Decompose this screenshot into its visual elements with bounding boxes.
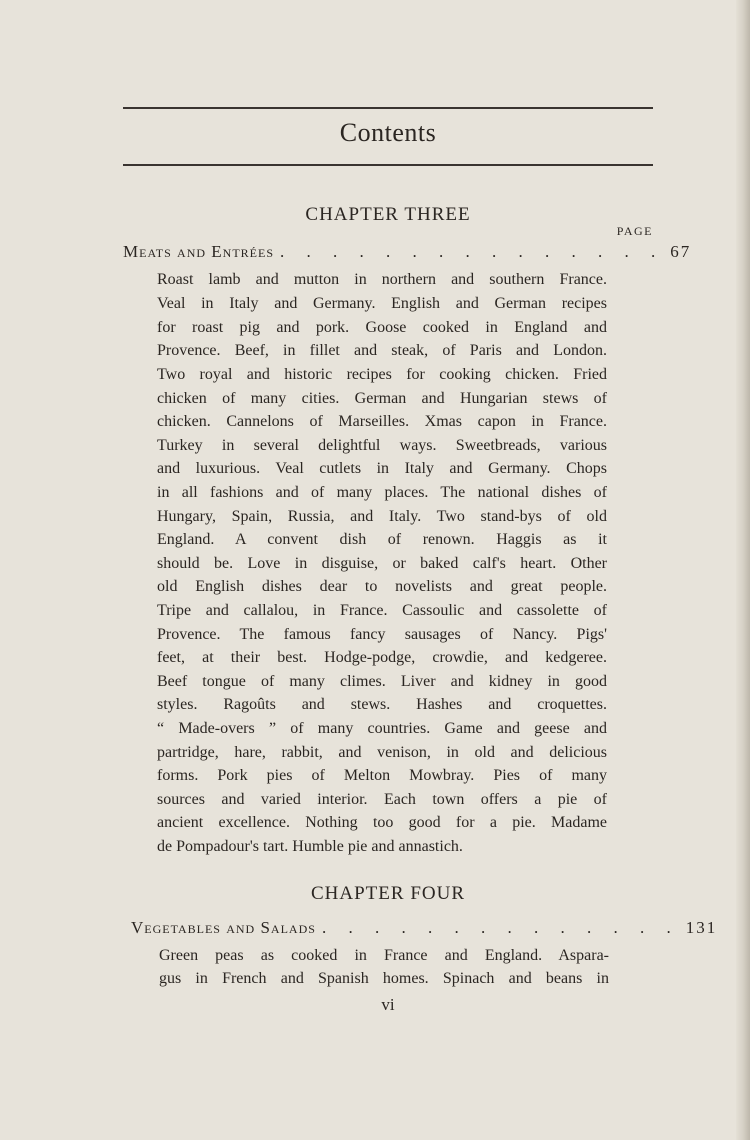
description-line: feet, at their best. Hodge-podge, crowdie, and kedgeree. <box>157 649 607 666</box>
description-line: Turkey in several delightful ways. Sweetbreads, various <box>157 437 607 454</box>
description-line: England. A convent dish of renown. Haggis as it <box>157 531 607 548</box>
entry-page-number: 67 <box>670 242 692 261</box>
page-number: vi <box>381 995 395 1014</box>
description-line: Roast lamb and mutton in northern and southern France. <box>157 271 607 288</box>
description-line: partridge, hare, rabbit, and venison, in old and delicious <box>157 744 607 761</box>
description-line: styles. Ragoûts and stews. Hashes and croquettes. <box>157 696 607 713</box>
description-line: de Pompadour's tart. Humble pie and annastich. <box>157 838 463 855</box>
description-line: Green peas as cooked in France and England. Aspara- <box>159 947 609 964</box>
description-line: chicken. Cannelons of Marseilles. Xmas capon in France. <box>157 413 607 430</box>
description-line: gus in French and Spanish homes. Spinach and beans in <box>159 970 609 987</box>
description-line: sources and varied interior. Each town offers a pie of <box>157 791 607 808</box>
page-column-label: PAGE <box>616 224 653 238</box>
description-line: old English dishes dear to novelists and great people. <box>157 578 607 595</box>
page-edge <box>736 0 750 1140</box>
description-line: and luxurious. Veal cutlets in Italy and Germany. Chops <box>157 460 607 477</box>
description-line: Tripe and callalou, in France. Cassoulic and cassolette of <box>157 602 607 619</box>
description-line: in all fashions and of many places. The national dishes of <box>157 484 607 501</box>
chapter-four-heading: CHAPTER FOUR <box>311 883 465 904</box>
description-line: for roast pig and pork. Goose cooked in England and <box>157 319 607 336</box>
description-line: Provence. Beef, in fillet and steak, of Paris and London. <box>157 342 607 359</box>
description-line: Hungary, Spain, Russia, and Italy. Two stand-bys of old <box>157 508 607 525</box>
description-line: ancient excellence. Nothing too good for a pie. Madame <box>157 814 607 831</box>
description-line: “ Made-overs ” of many countries. Game and geese and <box>157 720 607 737</box>
toc-entry-meats[interactable] <box>123 242 692 266</box>
entry-page-number: 131 <box>685 918 718 937</box>
page-title: Contents <box>339 118 437 147</box>
chapter-three-heading: CHAPTER THREE <box>305 204 471 225</box>
toc-entry-vegetables[interactable] <box>131 918 718 942</box>
description-line: Two royal and historic recipes for cooking chicken. Fried <box>157 366 607 383</box>
description-line: forms. Pork pies of Melton Mowbray. Pies of many <box>157 767 607 784</box>
dot-leader: . . . . . . . . . . . . . . <box>321 918 680 937</box>
description-line: should be. Love in disguise, or baked calf's heart. Other <box>157 555 607 572</box>
entry-title: Meats and Entrées <box>123 242 275 261</box>
description-line: Beef tongue of many climes. Liver and kidney in good <box>157 673 607 690</box>
dot-leader: . . . . . . . . . . . . . . . <box>280 242 665 261</box>
bottom-rule <box>123 164 653 166</box>
description-line: chicken of many cities. German and Hungarian stews of <box>157 390 607 407</box>
description-line: Veal in Italy and Germany. English and German recipes <box>157 295 607 312</box>
description-line: Provence. The famous fancy sausages of Nancy. Pigs' <box>157 626 607 643</box>
entry-title: Vegetables and Salads <box>131 918 316 937</box>
top-rule <box>123 107 653 109</box>
